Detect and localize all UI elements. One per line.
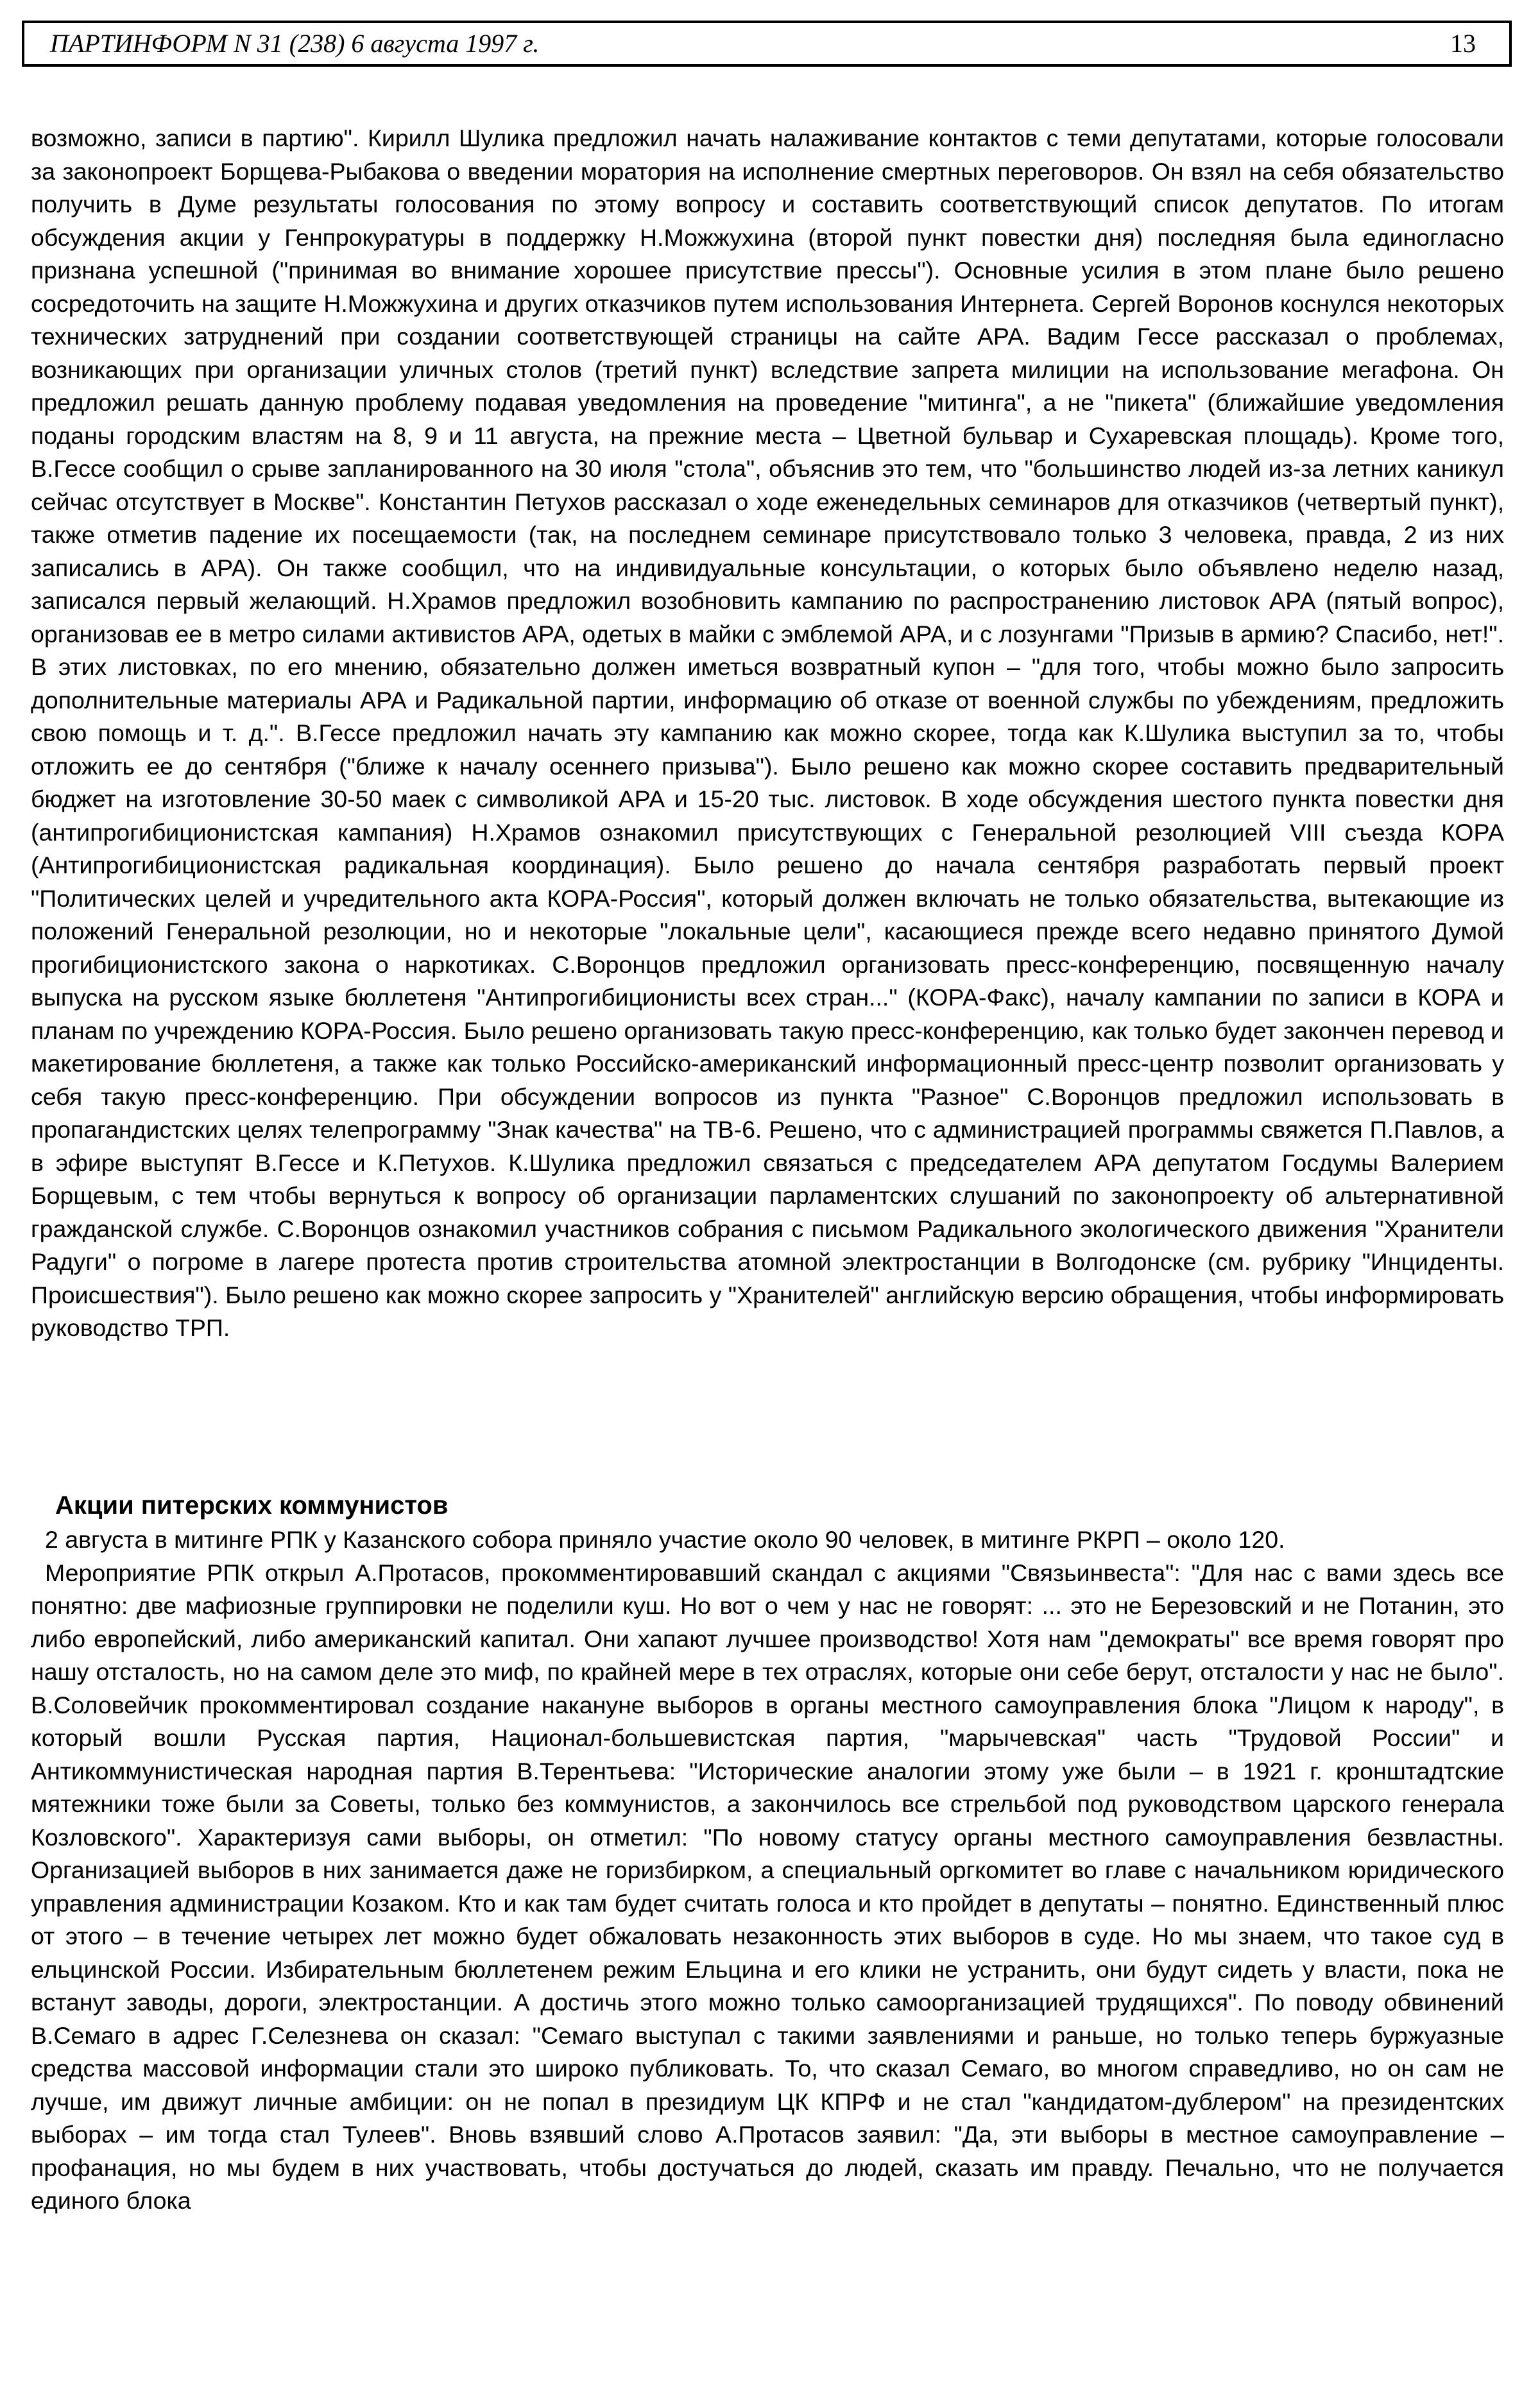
article-paragraph-2: Мероприятие РПК открыл А.Протасов, прокомментировавший скандал с акциями "Связьинвеста": "Для нас с вами здесь все понятно: две мафиозные группировки не поделили куш. Но вот о чем у нас не говорят: ... это не Березовский и не Потанин, это либо европейский, либо американский капитал. Они хапают лучшее производство! Хотя нам "демократы" все время говорят про нашу отсталость, но на самом деле это миф, по крайней мере в тех отраслях, которые они себе берут, отсталости у нас не было". В.Соловейчик прокомментировал создание накануне выборов в органы местного самоуправления блока "Лицом к народу", в который вошли Русская партия, Национал-большевистская партия, "марычевская" часть "Трудовой России" и Антикоммунистическая народная партия В.Терентьева: "Исторические аналогии этому уже были – в 1921 г. кронштадтские мятежники тоже были за Советы, только без коммунистов, а закончилось все стрельбой под руководством царского генерала Козловского". Характеризуя сами выборы, он отметил: "По новому статусу органы местного самоуправления безвластны. Организацией выборов в них занимается даже не горизбирком, а специальный оргкомитет во главе с начальником юридического управления администрации Козаком. Кто и как там будет считать голоса и кто пройдет в депутаты – понятно. Единственный плюс от этого – в течение четырех лет можно будет обжаловать незаконность этих выборов в суде. Но мы знаем, что такое суд в ельцинской России. Избирательным бюллетенем режим Ельцина и его клики не устранить, они будут сидеть у власти, пока не встанут заводы, дороги, электростанции. А достичь этого можно только самоорганизацией трудящихся". По поводу обвинений В.Семаго в адрес Г.Селезнева он сказал: "Семаго выступал с такими заявлениями и раньше, но только теперь буржуазные средства массовой информации стали это широко публиковать. То, что сказал Семаго, во многом справедливо, но он сам не лучше, им движут личные амбиции: он не попал в президиум ЦК КПРФ и не стал "кандидатом-дублером" на президентских выборах – им тогда стал Тулеев". Вновь взявший слово А.Протасов заявил: "Да, эти выборы в местное самоуправление – профанация, но мы будем в них участвовать, чтобы достучаться до людей, сказать им правду. Печально, что не получается единого блока bbox=[31, 1559, 1504, 2214]
body-text bbox=[31, 122, 1504, 1345]
article-section bbox=[31, 1487, 1504, 2218]
page-number: 13 bbox=[1450, 29, 1476, 58]
page-header bbox=[22, 21, 1512, 67]
publication-title: ПАРТИНФОРМ N 31 (238) 6 августа 1997 г. bbox=[50, 29, 540, 58]
article-heading: Акции питерских коммунистов bbox=[55, 1491, 449, 1520]
article-paragraph-1: 2 августа в митинге РПК у Казанского собора приняло участие около 90 человек, в митинге РКРП – около 120. bbox=[45, 1526, 1285, 1553]
body-paragraph: возможно, записи в партию". Кирилл Шулика предложил начать налаживание контактов с теми депутатами, которые голосовали за законопроект Борщева-Рыбакова о введении моратория на исполнение смертных переговоров. Он взял на себя обязательство получить в Думе результаты голосования по этому вопросу и составить соответствующий список депутатов. По итогам обсуждения акции у Генпрокуратуры в поддержку Н.Можжухина (второй пункт повестки дня) последняя была единогласно признана успешной ("принимая во внимание хорошее присутствие прессы"). Основные усилия в этом плане было решено сосредоточить на защите Н.Можжухина и других отказчиков путем использования Интернета. Сергей Воронов коснулся некоторых технических затруднений при создании соответствующей страницы на сайте АРА. Вадим Гессе рассказал о проблемах, возникающих при организации уличных столов (третий пункт) вследствие запрета милиции на использование мегафона. Он предложил решать данную проблему подавая уведомления на проведение "митинга", а не "пикета" (ближайшие уведомления поданы городским властям на 8, 9 и 11 августа, на прежние места – Цветной бульвар и Сухаревская площадь). Кроме того, В.Гессе сообщил о срыве запланированного на 30 июля "стола", объяснив это тем, что "большинство людей из-за летних каникул сейчас отсутствует в Москве". Константин Петухов рассказал о ходе еженедельных семинаров для отказчиков (четвертый пункт), также отметив падение их посещаемости (так, на последнем семинаре присутствовало только 3 человека, правда, 2 из них записались в АРА). Он также сообщил, что на индивидуальные консультации, о которых было объявлено неделю назад, записался первый желающий. Н.Храмов предложил возобновить кампанию по распространению листовок АРА (пятый вопрос), организовав ее в метро силами активистов АРА, одетых в майки с эмблемой АРА, и с лозунгами "Призыв в армию? Спасибо, нет!". В этих листовках, по его мнению, обязательно должен иметься возвратный купон – "для того, чтобы можно было запросить дополнительные материалы АРА и Радикальной партии, информацию об отказе от военной службы по убеждениям, предложить свою помощь и т. д.". В.Гессе предложил начать эту кампанию как можно скорее, тогда как К.Шулика выступил за то, чтобы отложить ее до сентября ("ближе к началу осеннего призыва"). Было решено как можно скорее составить предварительный бюджет на изготовление 30-50 маек с символикой АРА и 15-20 тыс. листовок. В ходе обсуждения шестого пункта повестки дня (антипрогибиционистская кампания) Н.Храмов ознакомил присутствующих с Генеральной резолюцией VIII съезда КОРА (Антипрогибиционистская радикальная координация). Было решено до начала сентября разработать первый проект "Политических целей и учредительного акта КОРА-Россия", который должен включать не только обязательства, вытекающие из положений Генеральной резолюции, но и некоторые "локальные цели", касающиеся прежде всего недавно принятого Думой прогибиционистского закона о наркотиках. С.Воронцов предложил организовать пресс-конференцию, посвященную началу выпуска на русском языке бюллетеня "Антипрогибиционисты всех стран..." (КОРА-Факс), началу кампании по записи в КОРА и планам по учреждению КОРА-Россия. Было решено организовать такую пресс-конференцию, как только будет закончен перевод и макетирование бюллетеня, а также как только Российско-американский информационный пресс-центр позволит организовать у себя такую пресс-конференцию. При обсуждении вопросов из пункта "Разное" С.Воронцов предложил использовать в пропагандистских целях телепрограмму "Знак качества" на ТВ-6. Решено, что с администрацией программы свяжется П.Павлов, а в эфире выступят В.Гессе и К.Петухов. К.Шулика предложил связаться с председателем АРА депутатом Госдумы Валерием Борщевым, с тем чтобы вернуться к вопросу об организации парламентских слушаний по законопроекту об альтернативной гражданской службе. С.Воронцов ознакомил участников собрания с письмом Радикального экологического движения "Хранители Радуги" о погроме в лагере протеста против строительства атомной электростанции в Волгодонске (см. рубрику "Инциденты. Происшествия"). Было решено как можно скорее запросить у "Хранителей" английскую версию обращения, чтобы информировать руководство ТРП. bbox=[31, 124, 1504, 1341]
